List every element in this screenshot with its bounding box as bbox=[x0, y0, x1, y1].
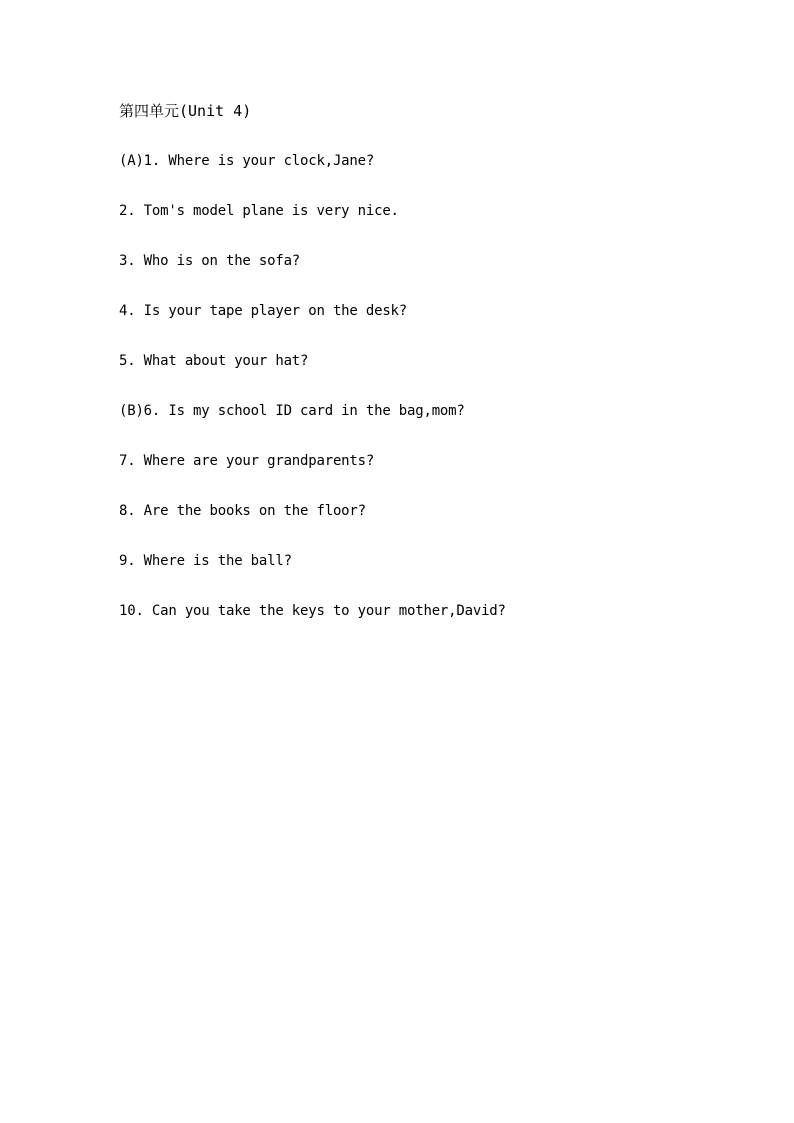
question-line: (B)6. Is my school ID card in the bag,mom? bbox=[119, 403, 465, 419]
unit-title: 第四单元(Unit 4) bbox=[119, 102, 252, 120]
question-line: 8. Are the books on the floor? bbox=[119, 503, 366, 519]
question-line: 7. Where are your grandparents? bbox=[119, 453, 375, 469]
question-line: (A)1. Where is your clock,Jane? bbox=[119, 153, 375, 169]
question-line: 10. Can you take the keys to your mother,David? bbox=[119, 603, 506, 619]
question-line: 2. Tom's model plane is very nice. bbox=[119, 203, 399, 219]
question-line: 9. Where is the ball? bbox=[119, 553, 292, 569]
question-line: 4. Is your tape player on the desk? bbox=[119, 303, 408, 319]
question-line: 5. What about your hat? bbox=[119, 353, 309, 369]
question-line: 3. Who is on the sofa? bbox=[119, 253, 301, 269]
question-list bbox=[119, 151, 506, 651]
